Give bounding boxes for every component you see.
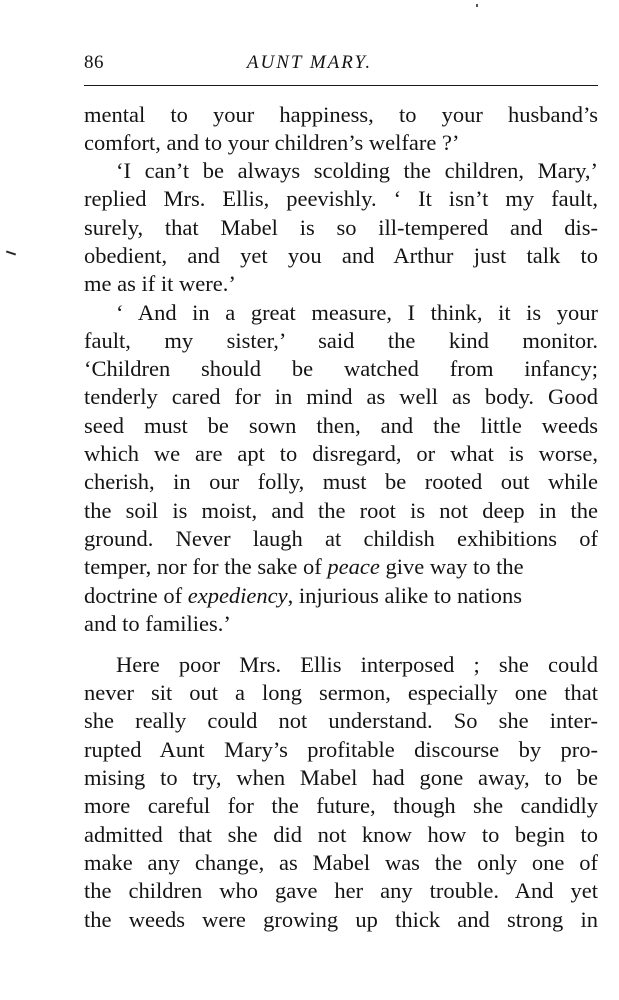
page-number: 86 bbox=[84, 52, 104, 73]
text-line: and to families.’ bbox=[84, 611, 231, 636]
text-line: seed must be sown then, and the little weeds bbox=[84, 413, 598, 438]
emphasis-expediency: expediency bbox=[187, 583, 288, 608]
margin-mark bbox=[6, 251, 16, 256]
text-line bbox=[84, 581, 598, 611]
text-line: ‘I can’t be always scolding the children, Mary,’ bbox=[116, 158, 598, 183]
text-span: doctrine of bbox=[84, 583, 188, 608]
text-line: me as if it were.’ bbox=[84, 271, 236, 296]
text-line: Here poor Mrs. Ellis interposed ; she could bbox=[116, 652, 598, 677]
text-line: ‘ And in a great measure, I think, it is your bbox=[116, 300, 598, 325]
corner-speck bbox=[476, 4, 478, 7]
text-line: ‘Children should be watched from infancy; bbox=[84, 356, 598, 381]
text-line: mental to your happiness, to your husband’s bbox=[84, 102, 598, 127]
text-span: give way to the bbox=[379, 554, 524, 579]
text-line: admitted that she did not know how to begin to bbox=[84, 822, 598, 847]
text-line: rupted Aunt Mary’s profitable discourse by pro- bbox=[84, 737, 598, 762]
text-line: surely, that Mabel is so ill-tempered and dis- bbox=[84, 215, 598, 240]
emphasis-peace: peace bbox=[327, 554, 380, 579]
text-span: temper, nor for the sake of bbox=[84, 554, 328, 579]
text-line: tenderly cared for in mind as well as body. Good bbox=[84, 384, 598, 409]
header-rule bbox=[84, 85, 598, 86]
text-line: she really could not understand. So she inter- bbox=[84, 708, 598, 733]
text-line: the children who gave her any trouble. And yet bbox=[84, 878, 598, 903]
text-line: the soil is moist, and the root is not deep in the bbox=[84, 498, 598, 523]
text-line: comfort, and to your children’s welfare ?’ bbox=[84, 130, 460, 155]
text-line: obedient, and yet you and Arthur just talk to bbox=[84, 243, 598, 268]
text-line: replied Mrs. Ellis, peevishly. ‘ It isn’t my fault, bbox=[84, 186, 598, 211]
text-line: make any change, as Mabel was the only one of bbox=[84, 850, 598, 875]
text-line: more careful for the future, though she candidly bbox=[84, 793, 598, 818]
text-line: cherish, in our folly, must be rooted out while bbox=[84, 469, 598, 494]
text-line: mising to try, when Mabel had gone away, to be bbox=[84, 765, 598, 790]
text-line: which we are apt to disregard, or what is worse, bbox=[84, 441, 598, 466]
text-line: fault, my sister,’ said the kind monitor. bbox=[84, 328, 598, 353]
running-head: AUNT MARY. bbox=[246, 52, 373, 73]
text-line: ground. Never laugh at childish exhibitions of bbox=[84, 526, 598, 551]
text-line: never sit out a long sermon, especially one that bbox=[84, 680, 598, 705]
text-span: , injurious alike to nations bbox=[287, 583, 522, 608]
text-line: the weeds were growing up thick and strong in bbox=[84, 907, 598, 932]
text-line bbox=[84, 552, 598, 582]
